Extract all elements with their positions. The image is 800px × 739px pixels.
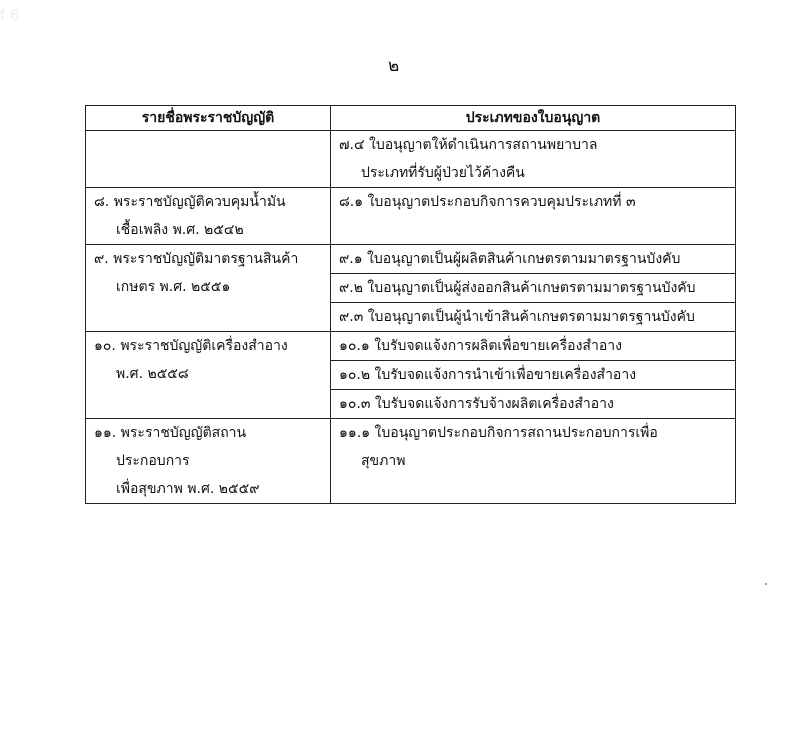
license-text: ๑๑.๑ ใบอนุญาตประกอบกิจการสถานประกอบการเพื่อ	[339, 425, 658, 441]
table-row	[86, 131, 736, 188]
act-text: ๙. พระราชบัญญัติมาตรฐานสินค้า	[94, 251, 299, 267]
license-cell	[331, 131, 736, 188]
license-cell: ๙.๑ ใบอนุญาตเป็นผู้ผลิตสินค้าเกษตรตามมาตรฐานบังคับ	[331, 245, 736, 274]
license-text: ๗.๔ ใบอนุญาตให้ดำเนินการสถานพยาบาล	[339, 137, 598, 153]
act-cell	[86, 131, 331, 188]
table-row	[86, 419, 736, 504]
page-number: ๒	[388, 56, 400, 76]
act-cell	[86, 419, 331, 504]
header-license-type: ประเภทของใบอนุญาต	[331, 106, 736, 131]
act-text: ๘. พระราชบัญญัติควบคุมน้ำมัน	[94, 194, 286, 210]
table-row	[86, 188, 736, 245]
table-header-row	[86, 106, 736, 131]
act-cell	[86, 245, 331, 332]
act-text: ๑๑. พระราชบัญญัติสถาน	[94, 425, 247, 441]
act-text: ๑๐. พระราชบัญญัติเครื่องสำอาง	[94, 338, 288, 354]
license-cell	[331, 188, 736, 245]
license-text: ๘.๑ ใบอนุญาตประกอบกิจการควบคุมประเภทที่ ๓	[339, 194, 636, 210]
license-text: ประเภทที่รับผู้ป่วยไว้ค้างคืน	[361, 165, 525, 181]
table-row	[86, 332, 736, 361]
license-cell: ๑๐.๓ ใบรับจดแจ้งการรับจ้างผลิตเครื่องสำอาง	[331, 390, 736, 419]
license-text: สุขภาพ	[361, 453, 406, 469]
license-cell	[331, 419, 736, 504]
act-text: พ.ศ. ๒๕๕๘	[116, 366, 189, 382]
table-row	[86, 245, 736, 274]
act-cell	[86, 188, 331, 245]
scan-speck	[765, 583, 767, 585]
header-act-name: รายชื่อพระราชบัญญัติ	[86, 106, 331, 131]
license-cell: ๙.๒ ใบอนุญาตเป็นผู้ส่งออกสินค้าเกษตรตามมาตรฐานบังคับ	[331, 274, 736, 303]
act-text: ประกอบการ	[116, 453, 190, 469]
license-cell: ๑๐.๑ ใบรับจดแจ้งการผลิตเพื่อขายเครื่องสำอาง	[331, 332, 736, 361]
license-cell: ๙.๓ ใบอนุญาตเป็นผู้นำเข้าสินค้าเกษตรตามมาตรฐานบังคับ	[331, 303, 736, 332]
license-cell: ๑๐.๒ ใบรับจดแจ้งการนำเข้าเพื่อขายเครื่องสำอาง	[331, 361, 736, 390]
act-cell	[86, 332, 331, 419]
license-table	[85, 105, 736, 504]
act-text: เพื่อสุขภาพ พ.ศ. ๒๕๕๙	[116, 481, 260, 497]
corner-mark: f 6	[0, 6, 20, 24]
act-text: เกษตร พ.ศ. ๒๕๕๑	[116, 279, 231, 295]
act-text: เชื้อเพลิง พ.ศ. ๒๕๔๒	[116, 222, 244, 238]
